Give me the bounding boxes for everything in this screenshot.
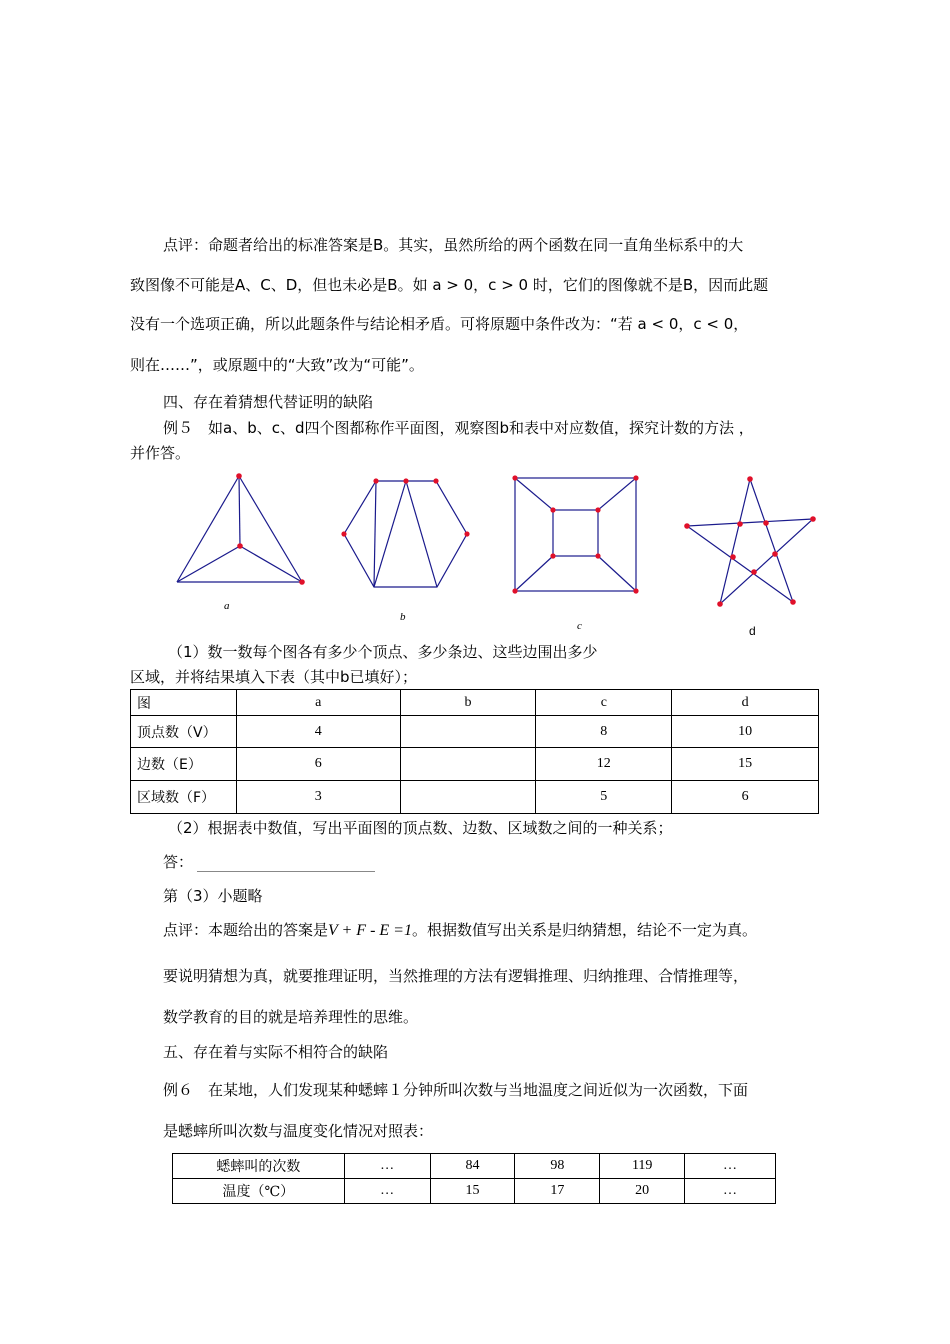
table-cell: [400, 716, 536, 748]
comment2-line1: [163, 920, 757, 941]
table-row: [173, 1154, 776, 1179]
table-cell: 17: [515, 1179, 600, 1204]
caption-c: c: [577, 620, 582, 632]
table-header-row: [131, 690, 819, 716]
caption-a: a: [224, 600, 230, 612]
table-cell: 温度（℃）: [173, 1179, 345, 1204]
comment1-line1: 点评：命题者给出的标准答案是B。其实，虽然所给的两个函数在同一直角坐标系中的大: [163, 236, 744, 254]
table-cell: 顶点数（V）: [131, 716, 237, 748]
comment1-line2: 致图像不可能是A、C、D，但也未必是B。如 a > 0，c > 0 时，它们的图像就不是B，因而此题: [130, 276, 769, 294]
example6-line2: 是蟋蟀所叫次数与温度变化情况对照表：: [163, 1122, 434, 1140]
q2: （2）根据表中数值，写出平面图的顶点数、边数、区域数之间的一种关系；: [168, 819, 673, 837]
table-cell: 20: [600, 1179, 685, 1204]
answer-blank[interactable]: [197, 857, 375, 872]
table-header-cell: d: [672, 690, 819, 716]
table-header-cell: c: [536, 690, 672, 716]
table-cell: 4: [236, 716, 400, 748]
comment1-line3: 没有一个选项正确，所以此题条件与结论相矛盾。可将原题中条件改为：“若 a < 0，c < 0，: [130, 315, 749, 333]
euler-formula: V + F - E =1: [328, 922, 412, 939]
caption-b: b: [400, 611, 406, 623]
q1-line2: 区域，并将结果填入下表（其中b已填好）；: [130, 668, 418, 686]
table-cell: 区域数（F）: [131, 781, 237, 814]
answer-line: [163, 852, 375, 872]
comment2-line3: 数学教育的目的就是培养理性的思维。: [163, 1008, 419, 1026]
table-cell: 5: [536, 781, 672, 814]
figure-c: [508, 472, 643, 597]
comment2-line2: 要说明猜想为真，就要推理证明，当然推理的方法有逻辑推理、归纳推理、合情推理等，: [163, 967, 749, 985]
table-header-cell: b: [400, 690, 536, 716]
example5-line1: 例５ 如a、b、c、d四个图都称作平面图，观察图b和表中对应数值，探究计数的方法 ，: [163, 419, 754, 437]
figure-a: [170, 470, 310, 590]
q1-line1: （1）数一数每个图各有多少个顶点、多少条边、这些边围出多少: [168, 643, 598, 661]
table-cell: 15: [672, 748, 819, 781]
table-cell: 6: [672, 781, 819, 814]
table-header-cell: a: [236, 690, 400, 716]
table-row: [173, 1179, 776, 1204]
comment2-suffix: 。根据数值写出关系是归纳猜想，结论不一定为真。: [411, 921, 757, 939]
table-cell: [400, 748, 536, 781]
comment1-line4: 则在……”，或原题中的“大致”改为“可能”。: [130, 356, 424, 374]
table-header-cell: 图: [131, 690, 237, 716]
figure-d: [680, 472, 820, 612]
table-row: [131, 748, 819, 781]
table-cell: 12: [536, 748, 672, 781]
section5-heading: 五、存在着与实际不相符合的缺陷: [163, 1043, 389, 1061]
caption-d: d: [749, 624, 756, 638]
table-row: [131, 781, 819, 814]
table-cell: 6: [236, 748, 400, 781]
table-cell: 98: [515, 1154, 600, 1179]
table-cell: …: [685, 1179, 776, 1204]
figure-b: [336, 472, 476, 597]
table-cell: 10: [672, 716, 819, 748]
table-cell: [400, 781, 536, 814]
table-cell: 84: [430, 1154, 515, 1179]
q3: 第（3）小题略: [163, 887, 263, 905]
table-cell: …: [685, 1154, 776, 1179]
cricket-table: [172, 1153, 776, 1204]
example6-line1: 例６ 在某地，人们发现某种蟋蟀１分钟所叫次数与当地温度之间近似为一次函数，下面: [163, 1081, 749, 1099]
table-cell: 3: [236, 781, 400, 814]
answer-label: 答：: [163, 853, 194, 871]
vertex-edge-table: [130, 689, 819, 814]
table-cell: 15: [430, 1179, 515, 1204]
table-cell: 蟋蟀叫的次数: [173, 1154, 345, 1179]
example5-line2: 并作答。: [130, 444, 191, 462]
table-cell: …: [344, 1179, 430, 1204]
comment2-prefix: 点评：本题给出的答案是: [163, 921, 329, 939]
section4-heading: 四、存在着猜想代替证明的缺陷: [163, 393, 374, 411]
table-cell: 边数（E）: [131, 748, 237, 781]
table-cell: 8: [536, 716, 672, 748]
table-row: [131, 716, 819, 748]
table-cell: …: [344, 1154, 430, 1179]
table-cell: 119: [600, 1154, 685, 1179]
